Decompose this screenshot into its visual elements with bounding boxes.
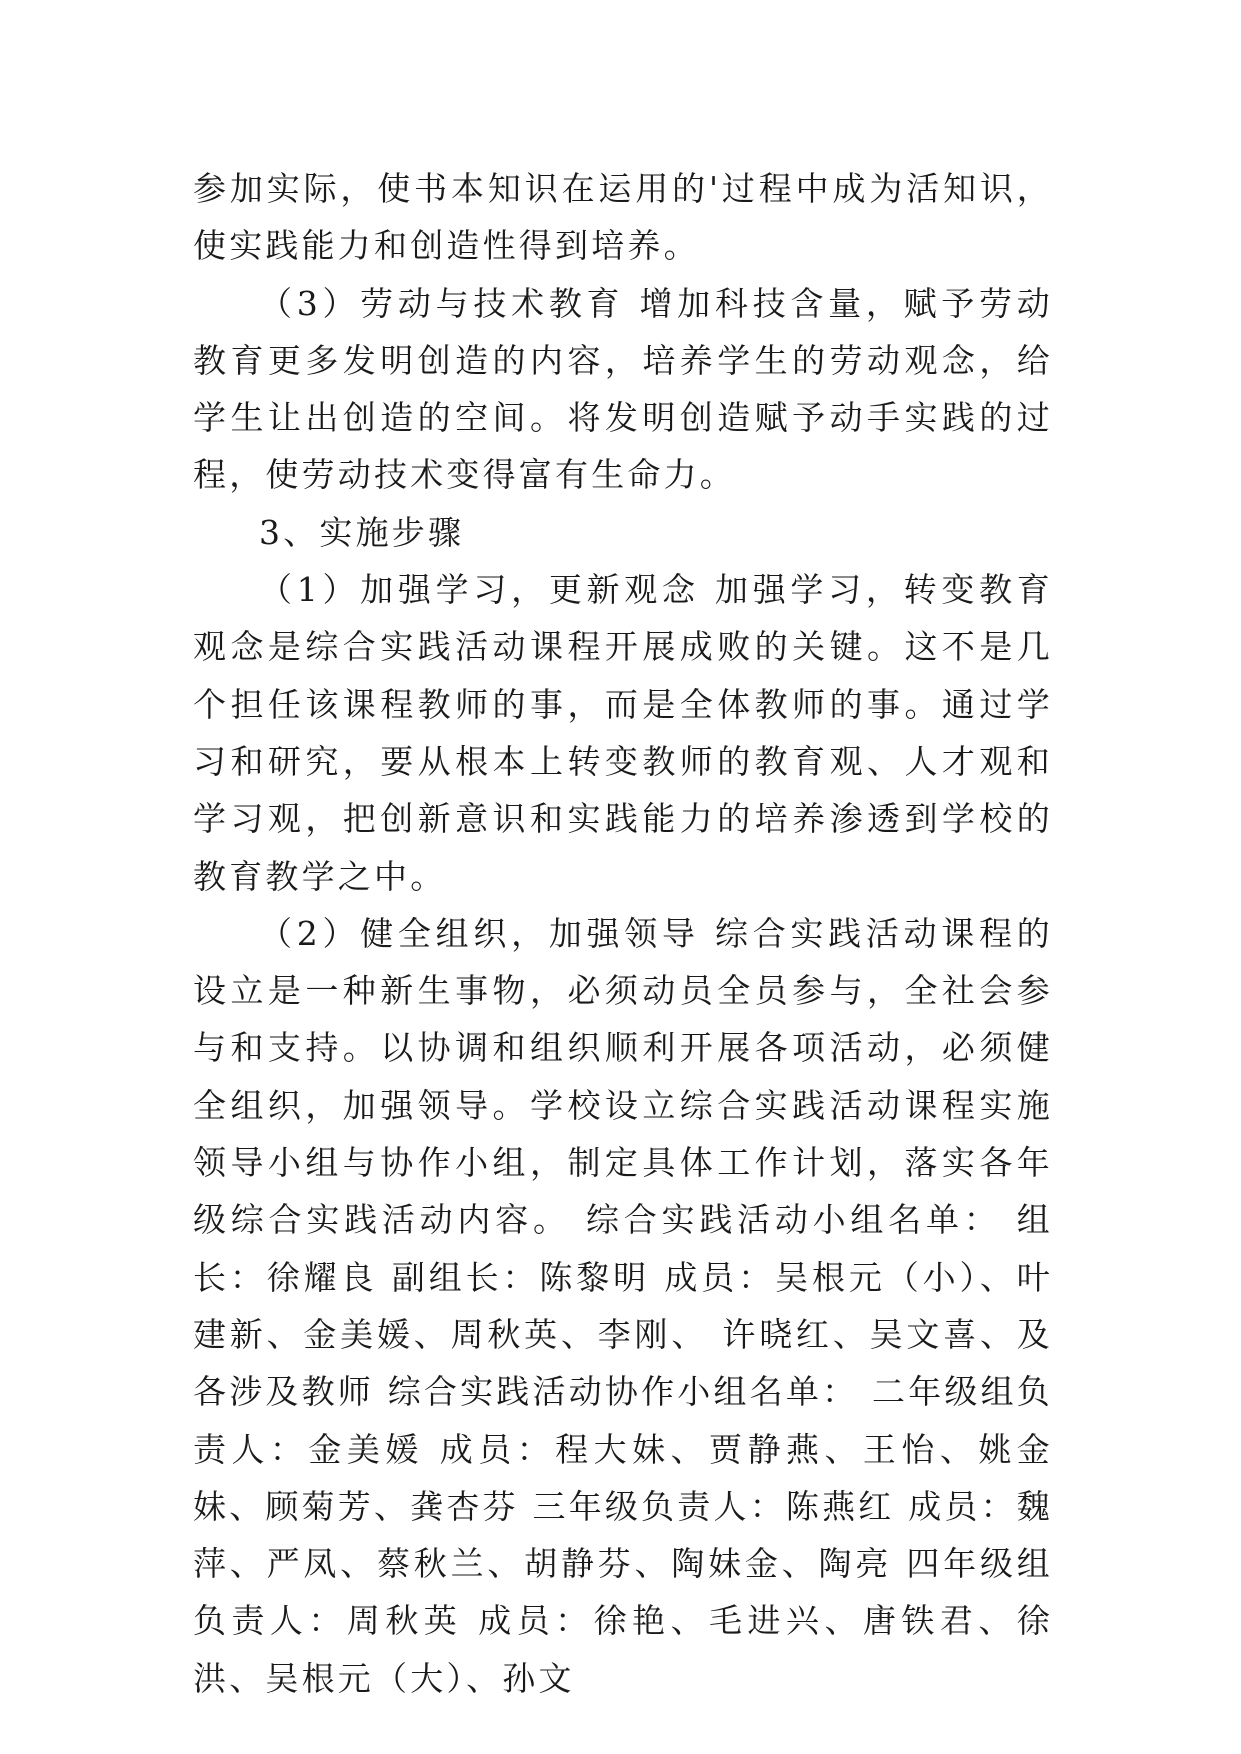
paragraph-labor-tech-education: （3）劳动与技术教育 增加科技含量，赋予劳动教育更多发明创造的内容，培养学生的劳动观念，给学生让出创造的空间。将发明创造赋予动手实践的过程，使劳动技术变得富有生命力。: [193, 283, 1053, 495]
section-heading-implementation-steps: 3、实施步骤: [259, 512, 465, 552]
paragraph-organization-leadership: （2）健全组织，加强领导 综合实践活动课程的设立是一种新生事物，必须动员全员参与，全社会参与和支持。以协调和组织顺利开展各项活动，必须健全组织，加强领导。学校设立综合实践活动课程实施领导小组与协作小组，制定具体工作计划，落实各年级综合实践活动内容。 综合实践活动小组名单： 组长：徐耀良 副组长：陈黎明 成员：吴根元（小）、叶建新、金美媛、周秋英、李刚、 许晓红、吴文喜、及各涉及教师 综合实践活动协作小组名单： 二年级组负责人：金美媛 成员：程大妹、贾静燕、王怡、姚金妹、顾菊芳、龚杏芬 三年级负责人：陈燕红 成员：魏萍、严凤、蔡秋兰、胡静芬、陶妹金、陶亮 四年级组负责人：周秋英 成员：徐艳、毛进兴、唐铁君、徐洪、吴根元（大）、孙文: [193, 913, 1053, 1698]
document-body: [193, 160, 1053, 1707]
paragraph-strengthen-learning: （1）加强学习，更新观念 加强学习，转变教育观念是综合实践活动课程开展成败的关键。这不是几个担任该课程教师的事，而是全体教师的事。通过学习和研究，要从根本上转变教师的教育观、人才观和学习观，把创新意识和实践能力的培养渗透到学校的教育教学之中。: [193, 570, 1053, 896]
paragraph-continuation: 参加实际，使书本知识在运用的'过程中成为活知识，使实践能力和创造性得到培养。: [193, 169, 1053, 266]
